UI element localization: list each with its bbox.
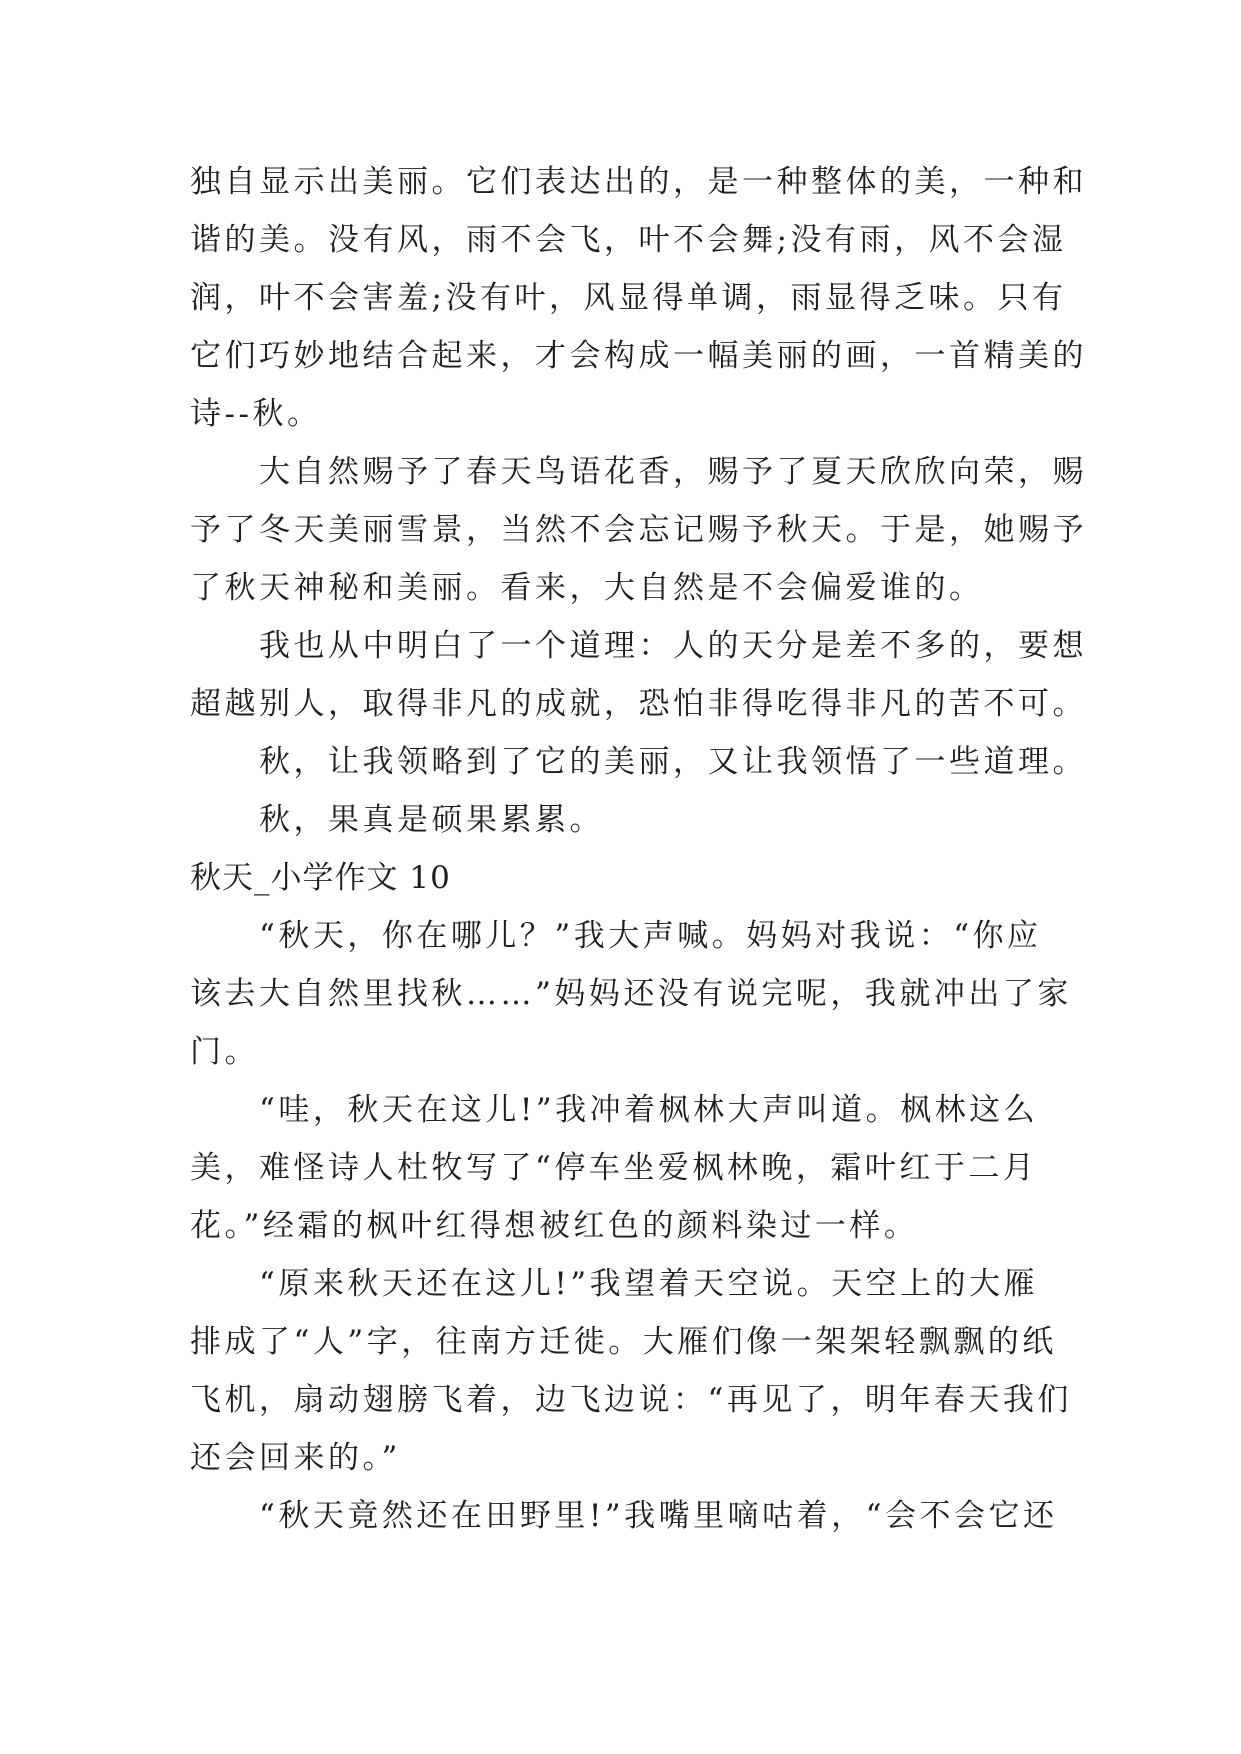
text-line: “秋天竟然还在田野里!”我嘴里嘀咕着，“会不会它还	[190, 1498, 1058, 1534]
text-line: 诗--秋。	[190, 396, 322, 432]
text-line: “哇，秋天在这儿!”我冲着枫林大声叫道。枫林这么	[190, 1092, 1039, 1128]
text-line: 还会回来的。”	[190, 1440, 401, 1476]
text-line: 花。”经霜的枫叶红得想被红色的颜料染过一样。	[190, 1208, 919, 1244]
text-line: 独自显示出美丽。它们表达出的，是一种整体的美，一种和	[190, 164, 1087, 200]
text-line: 谐的美。没有风，雨不会飞，叶不会舞;没有雨，风不会湿	[190, 222, 1067, 258]
text-line: 予了冬天美丽雪景，当然不会忘记赐予秋天。于是，她赐予	[190, 512, 1087, 548]
text-line: 门。	[190, 1034, 259, 1070]
text-line: 秋，让我领略到了它的美丽，又让我领悟了一些道理。	[190, 744, 1087, 780]
text-line: 美，难怪诗人杜牧写了“停车坐爱枫林晚，霜叶红于二月	[190, 1150, 1038, 1186]
text-line: “原来秋天还在这儿!”我望着天空说。天空上的大雁	[190, 1266, 1039, 1302]
text-line: 超越别人，取得非凡的成就，恐怕非得吃得非凡的苦不可。	[190, 686, 1087, 722]
text-line: 大自然赐予了春天鸟语花香，赐予了夏天欣欣向荣，赐	[190, 454, 1087, 490]
text-line: 飞机，扇动翅膀飞着，边飞边说：“再见了，明年春天我们	[190, 1382, 1072, 1418]
section-heading: 秋天_小学作文 10	[190, 860, 451, 896]
text-line: 我也从中明白了一个道理：人的天分是差不多的，要想	[190, 628, 1087, 664]
text-line: 该去大自然里找秋……”妈妈还没有说完呢，我就冲出了家	[190, 976, 1072, 1012]
text-line: 秋，果真是硕果累累。	[190, 802, 604, 838]
text-line: “秋天，你在哪儿？”我大声喊。妈妈对我说：“你应	[190, 918, 1042, 954]
text-line: 它们巧妙地结合起来，才会构成一幅美丽的画，一首精美的	[190, 338, 1087, 374]
text-line: 润，叶不会害羞;没有叶，风显得单调，雨显得乏味。只有	[190, 280, 1067, 316]
text-line: 了秋天神秘和美丽。看来，大自然是不会偏爱谁的。	[190, 570, 984, 606]
text-line: 排成了“人”字，往南方迁徙。大雁们像一架架轻飘飘的纸	[190, 1324, 1057, 1360]
